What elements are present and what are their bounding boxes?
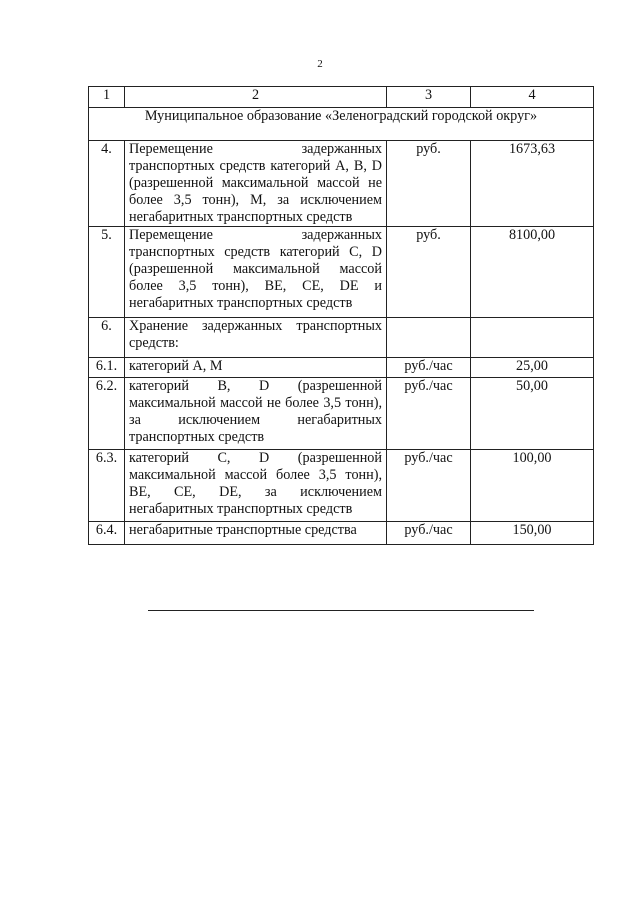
footer-divider: [148, 610, 534, 611]
column-header-2: 2: [125, 87, 387, 108]
column-header-3: 3: [387, 87, 471, 108]
column-header-4: 4: [471, 87, 594, 108]
row-number: 6.2.: [89, 378, 125, 450]
row-price: 50,00: [471, 378, 594, 450]
table-row: [89, 522, 594, 545]
row-description: категорий A, M: [125, 358, 387, 378]
row-number: 6.3.: [89, 450, 125, 522]
row-number: 6.1.: [89, 358, 125, 378]
row-unit: руб./час: [387, 358, 471, 378]
row-price: 1673,63: [471, 141, 594, 227]
row-number: 6.: [89, 318, 125, 358]
row-price: 150,00: [471, 522, 594, 545]
tariff-table: [88, 86, 594, 545]
page-number: 2: [317, 58, 323, 70]
row-number: 4.: [89, 141, 125, 227]
row-number: 5.: [89, 227, 125, 318]
section-row: [89, 108, 594, 141]
table-row: [89, 227, 594, 318]
row-description: Перемещение задержанных транспортных средств категорий C, D (разрешенной максимальной массой более 3,5 тонн), BE, CE, DE и негабаритных транспортных средств: [125, 227, 387, 318]
row-unit: руб.: [387, 141, 471, 227]
table-row: [89, 141, 594, 227]
row-description: категорий C, D (разрешенной максимальной массой более 3,5 тонн), BE, CE, DE, за исключением негабаритных транспортных средств: [125, 450, 387, 522]
row-description: Хранение задержанных транспортных средств:: [125, 318, 387, 358]
row-number: 6.4.: [89, 522, 125, 545]
row-price: 25,00: [471, 358, 594, 378]
column-header-1: 1: [89, 87, 125, 108]
row-unit: [387, 318, 471, 358]
row-price: 8100,00: [471, 227, 594, 318]
row-unit: руб./час: [387, 450, 471, 522]
table-header-row: [89, 87, 594, 108]
section-title: Муниципальное образование «Зеленоградский городской округ»: [89, 108, 594, 141]
row-price: 100,00: [471, 450, 594, 522]
table-row: [89, 378, 594, 450]
row-unit: руб./час: [387, 522, 471, 545]
row-description: Перемещение задержанных транспортных средств категорий A, B, D (разрешенной максимальной массой не более 3,5 тонн), M, за исключением негабаритных транспортных средств: [125, 141, 387, 227]
table-row: [89, 358, 594, 378]
row-unit: руб.: [387, 227, 471, 318]
row-price: [471, 318, 594, 358]
row-unit: руб./час: [387, 378, 471, 450]
table-row: [89, 318, 594, 358]
table-row: [89, 450, 594, 522]
row-description: негабаритные транспортные средства: [125, 522, 387, 545]
row-description: категорий B, D (разрешенной максимальной массой не более 3,5 тонн), за исключением негабаритных транспортных средств: [125, 378, 387, 450]
